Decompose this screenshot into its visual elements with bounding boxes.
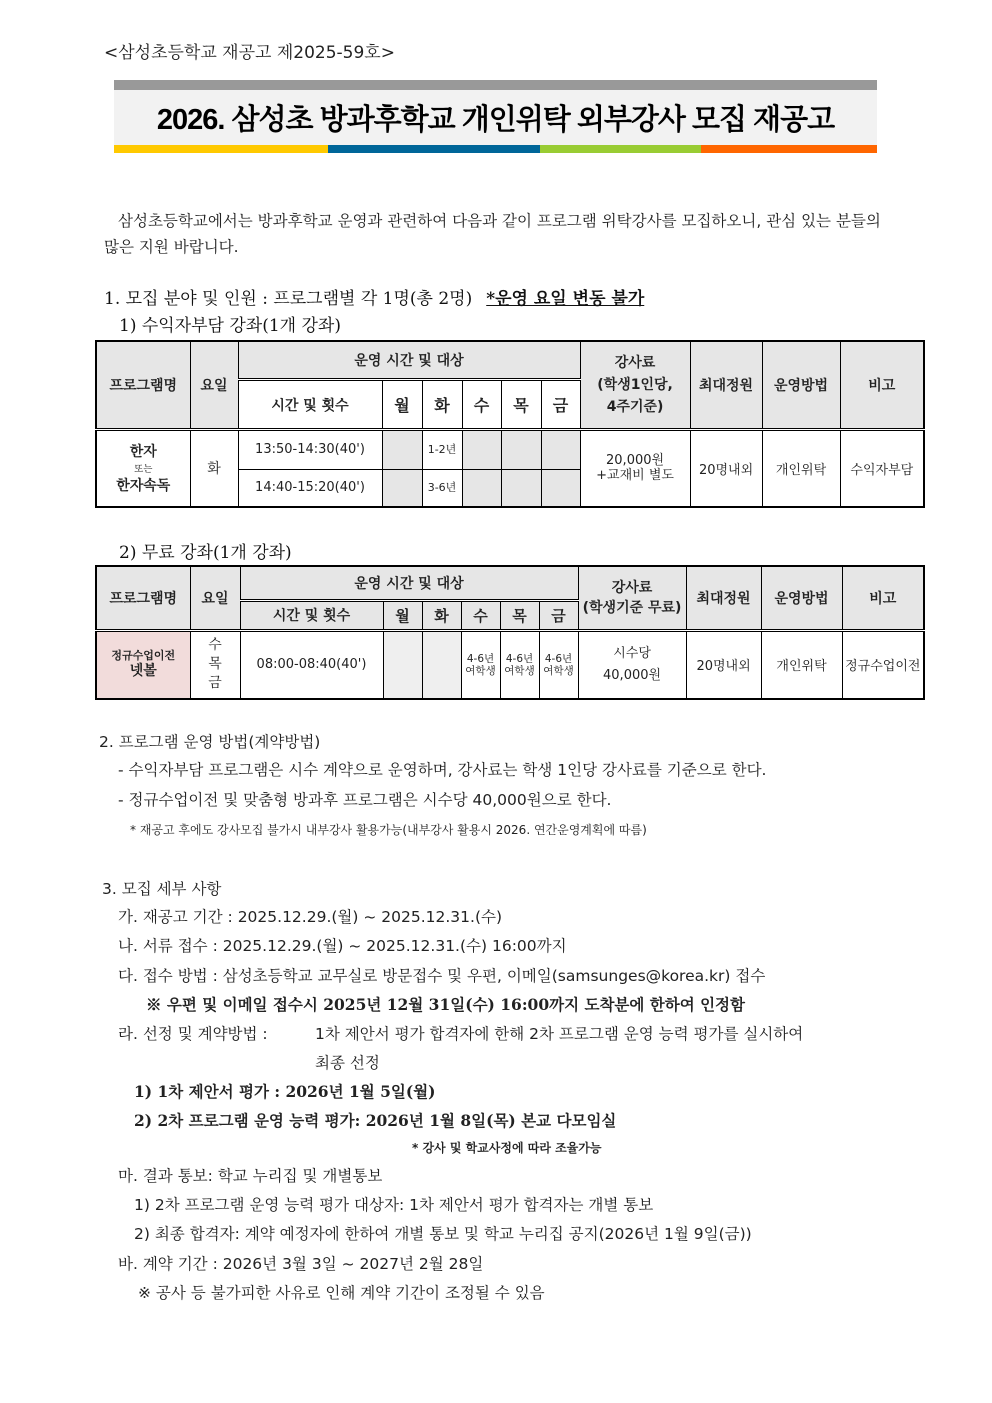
banner-color-stripe xyxy=(114,145,877,153)
fri-target: 여학생 xyxy=(543,664,574,677)
section1-warning: *운영 요일 변동 불가 xyxy=(486,289,645,309)
cell-mon xyxy=(382,469,422,507)
intro-paragraph: 삼성초등학교에서는 방과후학교 운영과 관련하여 다음과 같이 프로그램 위탁강사를 모집하오니, 관심 있는 분들의 많은 지원 바랍니다. xyxy=(104,212,881,256)
cell-wed xyxy=(462,469,501,507)
header-fri: 금 xyxy=(539,600,578,630)
thu-grade: 4-6년 xyxy=(505,652,534,665)
cell-mon xyxy=(383,630,422,699)
header-day: 요일 xyxy=(190,566,240,630)
section3-ga: 가. 재공고 기간 : 2025.12.29.(월) ~ 2025.12.31.(수) xyxy=(118,908,503,926)
cell-thu xyxy=(501,469,541,507)
header-thu: 목 xyxy=(500,600,539,630)
stripe-green xyxy=(540,145,701,153)
cell-fee xyxy=(580,429,690,507)
header-capacity: 최대정원 xyxy=(690,341,762,429)
fri-grade: 4-6년 xyxy=(544,652,573,665)
cell-time: 14:40-15:20(40') xyxy=(238,469,382,507)
day-wed: 수 xyxy=(208,637,222,654)
table-paid-program xyxy=(95,340,925,508)
cell-thu xyxy=(501,429,541,469)
wed-target: 여학생 xyxy=(465,664,496,677)
section3-ra-item2: 2) 2차 프로그램 운영 능력 평가: 2026년 1월 8일(목) 본교 다모임실 xyxy=(134,1111,617,1130)
cell-note: 수익자부담 xyxy=(840,429,924,507)
header-schedule-group: 운영 시간 및 대상 xyxy=(238,341,580,380)
cell-wed xyxy=(461,630,500,699)
header-time: 시간 및 횟수 xyxy=(240,600,383,630)
stripe-blue xyxy=(328,145,540,153)
section3-ra-text1: 1차 제안서 평가 합격자에 한해 2차 프로그램 운영 능력 평가를 실시하여 xyxy=(315,1025,804,1043)
cell-time: 08:00-08:40(40') xyxy=(240,630,383,699)
header-day: 요일 xyxy=(190,341,238,429)
header-method: 운영방법 xyxy=(761,566,842,630)
cell-fri xyxy=(541,469,580,507)
cell-program xyxy=(96,429,190,507)
notice-number: <삼성초등학교 재공고 제2025-59호> xyxy=(104,43,395,63)
program-name-1: 한자 xyxy=(129,444,157,461)
cell-note: 정규수업이전 xyxy=(842,630,924,699)
section2-footnote: * 재공고 후에도 강사모집 불가시 내부강사 활용가능(내부강사 활용시 2026. 연간운영계획에 따름) xyxy=(130,823,647,837)
header-fri: 금 xyxy=(541,380,580,429)
section1-heading xyxy=(104,284,644,309)
header-mon: 월 xyxy=(382,380,422,429)
cell-capacity: 20명내외 xyxy=(690,429,762,507)
section3-ma: 마. 결과 통보: 학교 누리집 및 개별통보 xyxy=(118,1167,383,1185)
header-capacity: 최대정원 xyxy=(686,566,761,630)
section3-na: 나. 서류 접수 : 2025.12.29.(월) ~ 2025.12.31.(수) 16:00까지 xyxy=(118,937,567,955)
wed-grade: 4-6년 xyxy=(466,652,495,665)
cell-day xyxy=(190,630,240,699)
section3-title: 3. 모집 세부 사항 xyxy=(102,880,222,898)
cell-day: 화 xyxy=(190,429,238,507)
cell-method: 개인위탁 xyxy=(762,429,840,507)
section3-ra-label: 라. 선정 및 계약방법 : xyxy=(118,1025,268,1043)
program-name-2: 한자속독 xyxy=(116,478,171,495)
fee-extra: +교재비 별도 xyxy=(596,468,674,484)
fee-line1: 강사료 xyxy=(611,579,653,596)
header-thu: 목 xyxy=(501,380,541,429)
fee-line3: 4주기준) xyxy=(606,398,664,415)
sub1-title: 1) 수익자부담 강좌(1개 강좌) xyxy=(119,316,341,336)
header-wed: 수 xyxy=(461,600,500,630)
header-schedule-group: 운영 시간 및 대상 xyxy=(240,566,578,600)
title-banner xyxy=(114,80,877,153)
stripe-orange xyxy=(701,145,877,153)
stripe-yellow xyxy=(114,145,328,153)
fee-amount: 40,000원 xyxy=(603,667,662,683)
cell-method: 개인위탁 xyxy=(761,630,842,699)
cell-tue: 1-2년 xyxy=(422,429,462,469)
section3-ra-item1: 1) 1차 제안서 평가 : 2026년 1월 5일(월) xyxy=(134,1082,436,1101)
header-note: 비고 xyxy=(840,341,924,429)
header-tue: 화 xyxy=(422,380,462,429)
header-wed: 수 xyxy=(462,380,501,429)
header-program: 프로그램명 xyxy=(96,566,190,630)
section2-item-1: - 수익자부담 프로그램은 시수 계약으로 운영하며, 강사료는 학생 1인당 강사료를 기준으로 한다. xyxy=(118,761,767,779)
header-mon: 월 xyxy=(383,600,422,630)
cell-tue xyxy=(422,630,461,699)
header-tue: 화 xyxy=(422,600,461,630)
fee-unit: 시수당 xyxy=(613,645,651,661)
cell-capacity: 20명내외 xyxy=(686,630,761,699)
day-fri: 금 xyxy=(208,675,222,692)
cell-mon xyxy=(382,429,422,469)
section2-title: 2. 프로그램 운영 방법(계약방법) xyxy=(99,733,321,751)
banner-top-bar xyxy=(114,80,877,90)
table-row xyxy=(96,429,924,469)
program-name: 넷볼 xyxy=(129,662,157,679)
section1-title: 1. 모집 분야 및 인원 : 프로그램별 각 1명(총 2명) xyxy=(104,289,473,309)
cell-fri xyxy=(539,630,578,699)
header-program: 프로그램명 xyxy=(96,341,190,429)
section3-da: 다. 접수 방법 : 삼성초등학교 교무실로 방문접수 및 우편, 이메일(samsunges@korea.kr) 접수 xyxy=(118,967,766,985)
header-note: 비고 xyxy=(842,566,924,630)
section2-item-2: - 정규수업이전 및 맞춤형 방과후 프로그램은 시수당 40,000원으로 한다. xyxy=(118,791,612,809)
page-title: 2026. 삼성초 방과후학교 개인위탁 외부강사 모집 재공고 xyxy=(156,104,835,136)
header-method: 운영방법 xyxy=(762,341,840,429)
section3-ba-note: ※ 공사 등 불가피한 사유로 인해 계약 기간이 조정될 수 있음 xyxy=(138,1284,545,1302)
cell-fee xyxy=(578,630,686,699)
cell-thu xyxy=(500,630,539,699)
fee-line1: 강사료 xyxy=(614,354,656,371)
day-thu: 목 xyxy=(208,656,222,673)
header-fee xyxy=(580,341,690,429)
cell-tue: 3-6년 xyxy=(422,469,462,507)
cell-fri xyxy=(541,429,580,469)
program-name-sub: 정규수업이전 xyxy=(111,648,176,662)
header-time: 시간 및 횟수 xyxy=(238,380,382,429)
section3-ma-item1: 1) 2차 프로그램 운영 능력 평가 대상자: 1차 제안서 평가 합격자는 개별 통보 xyxy=(134,1196,654,1214)
cell-wed xyxy=(462,429,501,469)
fee-line2: (학생1인당, xyxy=(597,376,673,393)
fee-amount: 20,000원 xyxy=(606,453,665,469)
section3-ra-text2: 최종 선정 xyxy=(315,1054,380,1072)
fee-line2: (학생기준 무료) xyxy=(582,599,682,616)
banner-body xyxy=(114,90,877,145)
header-fee xyxy=(578,566,686,630)
table-row xyxy=(96,630,924,699)
thu-target: 여학생 xyxy=(504,664,535,677)
cell-time: 13:50-14:30(40') xyxy=(238,429,382,469)
section3-ra-note: * 강사 및 학교사정에 따라 조율가능 xyxy=(412,1141,602,1155)
cell-program xyxy=(96,630,190,699)
sub2-title: 2) 무료 강좌(1개 강좌) xyxy=(119,543,292,563)
section3-da-note: ※ 우편 및 이메일 접수시 2025년 12월 31일(수) 16:00까지 도착분에 한하여 인정함 xyxy=(146,995,745,1014)
section3-ba: 바. 계약 기간 : 2026년 3월 3일 ~ 2027년 2월 28일 xyxy=(118,1255,484,1273)
table-free-program xyxy=(95,565,925,700)
program-name-or: 또는 xyxy=(134,464,153,476)
section3-ma-item2: 2) 최종 합격자: 계약 예정자에 한하여 개별 통보 및 학교 누리집 공지(2026년 1월 9일(금)) xyxy=(134,1225,752,1243)
